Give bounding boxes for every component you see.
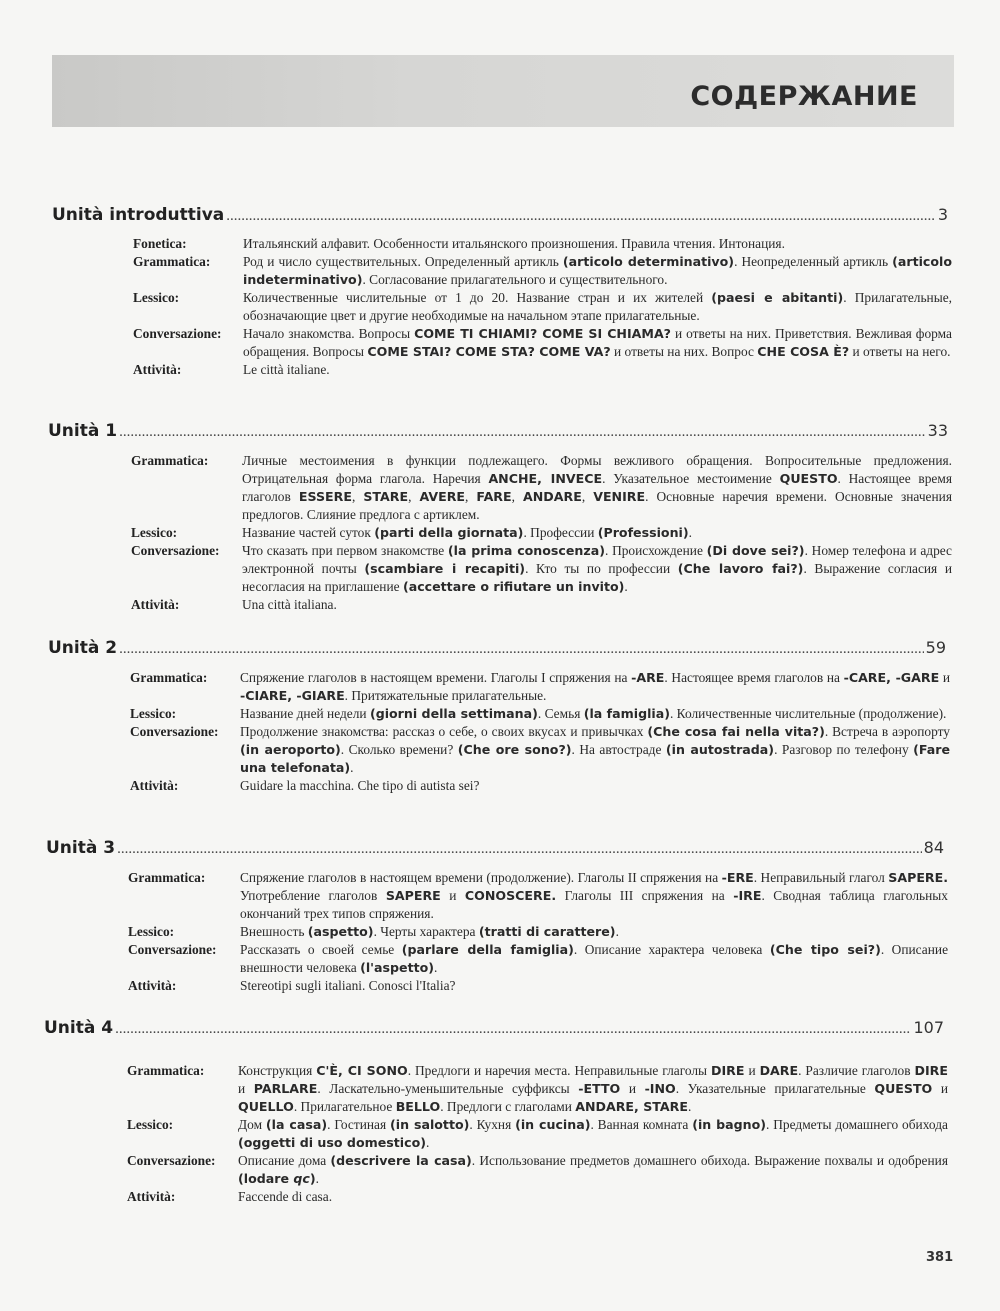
toc-unit [0, 638, 1000, 795]
row-label: Grammatica: [128, 870, 206, 885]
row-label: Grammatica: [131, 453, 209, 468]
unit-page-number: 33 [927, 421, 948, 440]
toc-unit [0, 205, 1000, 379]
leader-dots [119, 641, 924, 658]
toc-detail-row [131, 524, 952, 542]
row-text: Начало знакомства. Вопросы COME TI CHIAMI? COME SI CHIAMA? и ответы на них. Приветствия. Вежливая форма обращения. Вопросы COME STAI? COME STA? COME VA? и ответы на них. Вопрос CHE COSA È? и ответы на него. [243, 326, 952, 359]
toc-detail-row [128, 941, 948, 977]
row-text: Продолжение знакомства: рассказ о себе, о своих вкусах и привычках (Che cosa fai nella vita?). Встреча в аэропорту (in aeroporto). Сколько времени? (Che ore sono?). На автостраде (in autostrada). Разговор по телефону (Fare una telefonata). [240, 724, 950, 775]
unit-page-number: 59 [925, 638, 946, 657]
unit-title: Unità 2 [48, 638, 118, 658]
toc-unit [0, 838, 1000, 995]
unit-title: Unità 3 [46, 838, 116, 858]
row-label: Grammatica: [127, 1063, 205, 1078]
unit-title: Unità 1 [48, 421, 118, 441]
page-title: СОДЕРЖАНИЕ [690, 81, 918, 112]
row-text: Stereotipi sugli italiani. Conosci l'Italia? [240, 978, 456, 993]
row-label: Conversazione: [131, 543, 220, 558]
toc-detail-row [133, 235, 952, 253]
row-text: Что сказать при первом знакомстве (la prima conoscenza). Происхождение (Di dove sei?). Номер телефона и адрес электронной почты (scambiare i recapiti). Кто ты по профессии (Che lavoro fai?). Выражение согласия и несогласия на приглашение (accettare o rifiutare un invito). [242, 543, 952, 594]
toc-entry[interactable] [52, 205, 948, 233]
row-label: Conversazione: [127, 1153, 216, 1168]
unit-page-number: 107 [913, 1018, 944, 1037]
row-label: Lessico: [128, 924, 175, 939]
toc-detail-row [130, 723, 950, 777]
row-text: Итальянский алфавит. Особенности итальянского произношения. Правила чтения. Интонация. [243, 236, 785, 251]
row-text: Название дней недели (giorni della settimana). Семья (la famiglia). Количественные числительные (продолжение). [240, 706, 947, 721]
leader-dots [226, 208, 936, 225]
row-text: Guidare la macchina. Che tipo di autista sei? [240, 778, 480, 793]
row-text: Количественные числительные от 1 до 20. Название стран и их жителей (paesi e abitanti). Прилагательные, обозначающие цвет и другие необходимые на начальном этапе прилагательные. [243, 290, 953, 323]
toc-detail-row [127, 1062, 948, 1116]
row-label: Lessico: [131, 525, 178, 540]
row-text: Рассказать о своей семье (parlare della famiglia). Описание характера человека (Che tipo sei?). Описание внешности человека (l'aspetto). [240, 942, 949, 975]
toc-detail-row [133, 289, 952, 325]
toc-entry[interactable] [48, 421, 948, 449]
row-text: Faccende di casa. [238, 1189, 333, 1204]
toc-detail-row [131, 596, 952, 614]
row-text: Название частей суток (parti della giornata). Профессии (Professioni). [242, 525, 692, 540]
toc-unit [0, 1018, 1000, 1206]
toc-detail-row [133, 325, 952, 361]
row-label: Conversazione: [133, 326, 222, 341]
row-text: Описание дома (descrivere la casa). Использование предметов домашнего обихода. Выражение похвалы и одобрения (lodare qc). [238, 1153, 948, 1186]
row-label: Lessico: [130, 706, 177, 721]
row-label: Lessico: [133, 290, 180, 305]
toc-detail-row [131, 452, 952, 524]
row-text: Спряжение глаголов в настоящем времени. Глаголы I спряжения на -ARE. Настоящее время глаголов на -CARE, -GARE и -CIARE, -GIARE. Притяжательные прилагательные. [240, 670, 951, 703]
unit-page-number: 3 [937, 205, 948, 224]
row-text: Внешность (aspetto). Черты характера (tratti di carattere). [240, 924, 619, 939]
row-text: Личные местоимения в функции подлежащего. Формы вежливого обращения. Вопросительные предложения. Отрицательная форма глагола. Наречия ANCHE, INVECE. Указательное местоимение QUESTO. Настоящее время глаголов ESSERE, STARE, AVERE, FARE, ANDARE, VENIRE. Основные наречия времени. Основные значения предлогов. Слияние предлога с артиклем. [242, 453, 953, 522]
toc-detail-row [130, 705, 950, 723]
row-text: Una città italiana. [242, 597, 337, 612]
row-text: Спряжение глаголов в настоящем времени (продолжение). Глаголы II спряжения на -ERE. Неправильный глагол SAPERE. Употребление глаголов SAPERE и CONOSCERE. Глаголы III спряжения на -IRE. Сводная таблица глагольных окончаний трех типов спряжения. [240, 870, 949, 921]
toc-detail-row [128, 923, 948, 941]
toc-detail-row [133, 361, 952, 379]
row-label: Attività: [127, 1189, 176, 1204]
unit-page-number: 84 [923, 838, 944, 857]
row-label: Attività: [131, 597, 180, 612]
row-text: Конструкция C'È, CI SONO. Предлоги и наречия места. Неправильные глаголы DIRE и DARE. Различие глаголов DIRE и PARLARE. Ласкательно-уменьшительные суффиксы -ETTO и -INO. Указательные прилагательные QUESTO и QUELLO. Прилагательное BELLO. Предлоги с глаголами ANDARE, STARE. [238, 1063, 949, 1114]
row-label: Attività: [133, 362, 182, 377]
row-label: Conversazione: [128, 942, 217, 957]
row-label: Fonetica: [133, 236, 187, 251]
toc-detail-row [127, 1116, 948, 1152]
row-label: Grammatica: [133, 254, 211, 269]
unit-title: Unità 4 [44, 1018, 114, 1038]
unit-title: Unità introduttiva [52, 205, 225, 225]
toc-detail-row [133, 253, 952, 289]
toc-detail-row [130, 669, 950, 705]
row-label: Attività: [130, 778, 179, 793]
row-label: Grammatica: [130, 670, 208, 685]
leader-dots [119, 424, 926, 441]
toc-entry[interactable] [48, 638, 946, 666]
page-number: 381 [926, 1250, 954, 1265]
row-label: Conversazione: [130, 724, 219, 739]
row-label: Attività: [128, 978, 177, 993]
toc-detail-row [131, 542, 952, 596]
leader-dots [117, 841, 922, 858]
toc-entry[interactable] [44, 1018, 944, 1046]
toc-unit [0, 421, 1000, 614]
toc-detail-row [127, 1188, 948, 1206]
leader-dots [115, 1021, 911, 1038]
toc-detail-row [128, 977, 948, 995]
toc-entry[interactable] [46, 838, 944, 866]
toc-detail-row [128, 869, 948, 923]
row-text: Le città italiane. [243, 362, 330, 377]
row-label: Lessico: [127, 1117, 174, 1132]
row-text: Дом (la casa). Гостиная (in salotto). Кухня (in cucina). Ванная комната (in bagno). Предметы домашнего обихода (oggetti di uso domestico). [238, 1117, 948, 1150]
toc-detail-row [127, 1152, 948, 1188]
row-text: Род и число существительных. Определенный артикль (articolo determinativo). Неопределенный артикль (articolo indeterminativo). Согласование прилагательного и существительного. [243, 254, 952, 287]
toc-detail-row [130, 777, 950, 795]
